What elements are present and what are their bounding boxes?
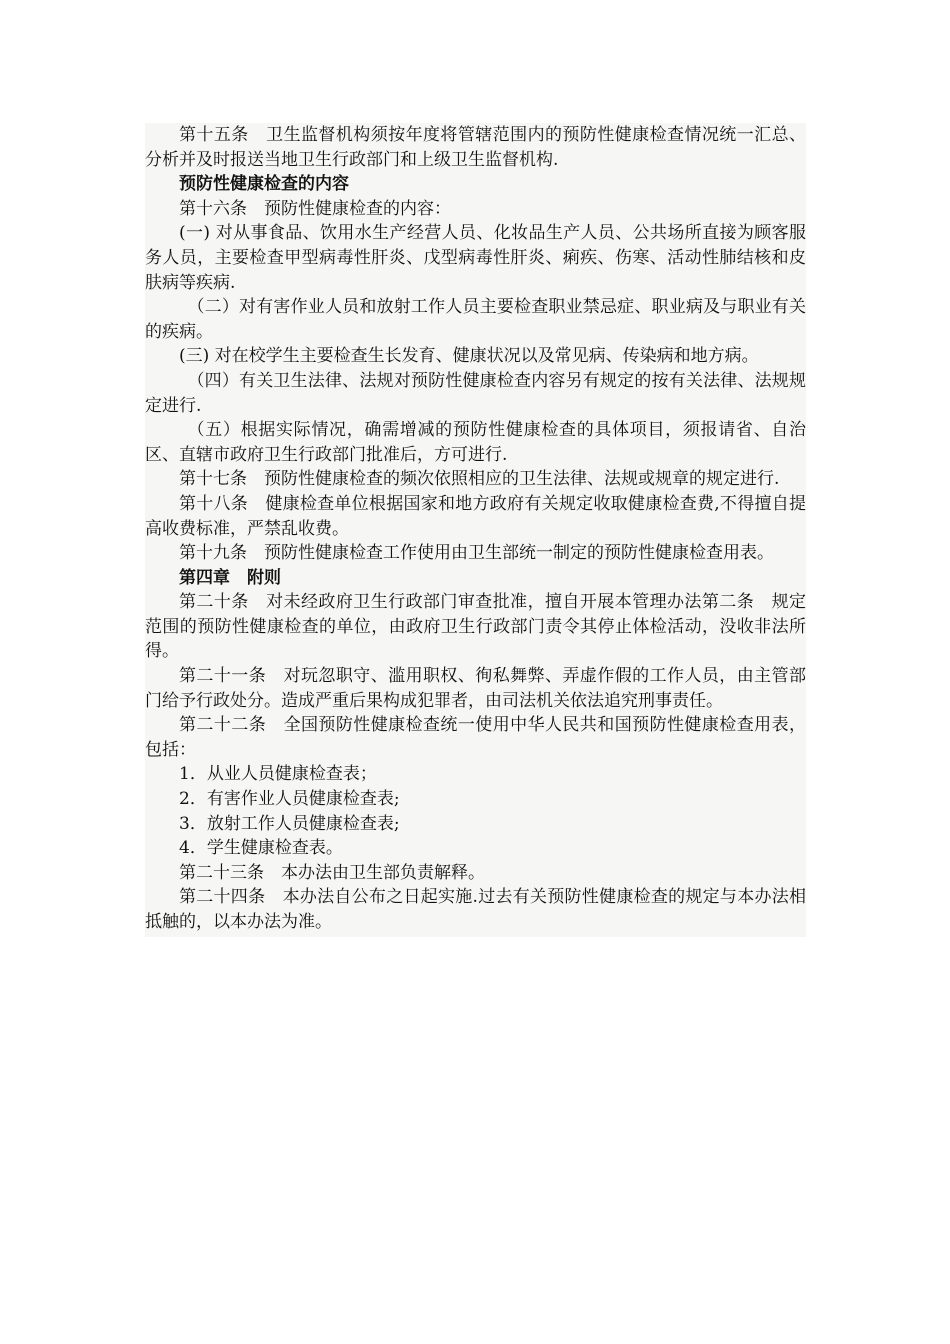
article-16-item-2: （二）对有害作业人员和放射工作人员主要检查职业禁忌症、职业病及与职业有关的疾病。 [145, 297, 806, 342]
article-20: 第二十条 对未经政府卫生行政部门审查批准，擅自开展本管理办法第二条 规定范围的预防性健康检查的单位，由政府卫生行政部门责令其停止体检活动，没收非法所得。 [145, 592, 806, 662]
chapter-heading: 第四章 附则 [179, 567, 281, 588]
document-body [145, 123, 806, 937]
article-16-item-4: （四）有关卫生法律、法规对预防性健康检查内容另有规定的按有关法律、法规规定进行. [145, 370, 806, 416]
section-heading: 预防性健康检查的内容 [179, 174, 349, 195]
list-item: 4．学生健康检查表。 [179, 838, 343, 859]
article-17: 第十七条 预防性健康检查的频次依照相应的卫生法律、法规或规章的规定进行. [179, 469, 780, 490]
article-21: 第二十一条 对玩忽职守、滥用职权、徇私舞弊、弄虚作假的工作人员，由主管部门给予行政处分。造成严重后果构成犯罪者，由司法机关依法追究刑事责任。 [145, 666, 806, 711]
article-16-item-1: (一) 对从事食品、饮用水生产经营人员、化妆品生产人员、公共场所直接为顾客服务人员，主要检查甲型病毒性肝炎、戊型病毒性肝炎、痢疾、伤寒、活动性肺结核和皮肤病等疾病. [145, 223, 806, 293]
list-item: 3．放射工作人员健康检查表; [179, 813, 400, 834]
article-16: 第十六条 预防性健康检查的内容： [179, 198, 451, 219]
list-item: 2．有害作业人员健康检查表; [179, 789, 400, 810]
article-19: 第十九条 预防性健康检查工作使用由卫生部统一制定的预防性健康检查用表。 [179, 543, 774, 564]
article-22: 第二十二条 全国预防性健康检查统一使用中华人民共和国预防性健康检查用表，包括： [145, 715, 806, 760]
article-24: 第二十四条 本办法自公布之日起实施.过去有关预防性健康检查的规定与本办法相抵触的，以本办法为准。 [145, 887, 806, 932]
article-16-item-5: （五）根据实际情况，确需增减的预防性健康检查的具体项目，须报请省、自治区、直辖市政府卫生行政部门批准后，方可进行. [145, 420, 806, 465]
article-23: 第二十三条 本办法由卫生部负责解释。 [179, 862, 485, 883]
article-15: 第十五条 卫生监督机构须按年度将管辖范围内的预防性健康检查情况统一汇总、分析并及时报送当地卫生行政部门和上级卫生监督机构. [145, 125, 806, 170]
list-item: 1．从业人员健康检查表； [179, 764, 377, 785]
article-16-item-3: (三) 对在校学生主要检查生长发育、健康状况以及常见病、传染病和地方病。 [179, 346, 759, 367]
article-18: 第十八条 健康检查单位根据国家和地方政府有关规定收取健康检查费,不得擅自提高收费标准，严禁乱收费。 [145, 493, 806, 539]
